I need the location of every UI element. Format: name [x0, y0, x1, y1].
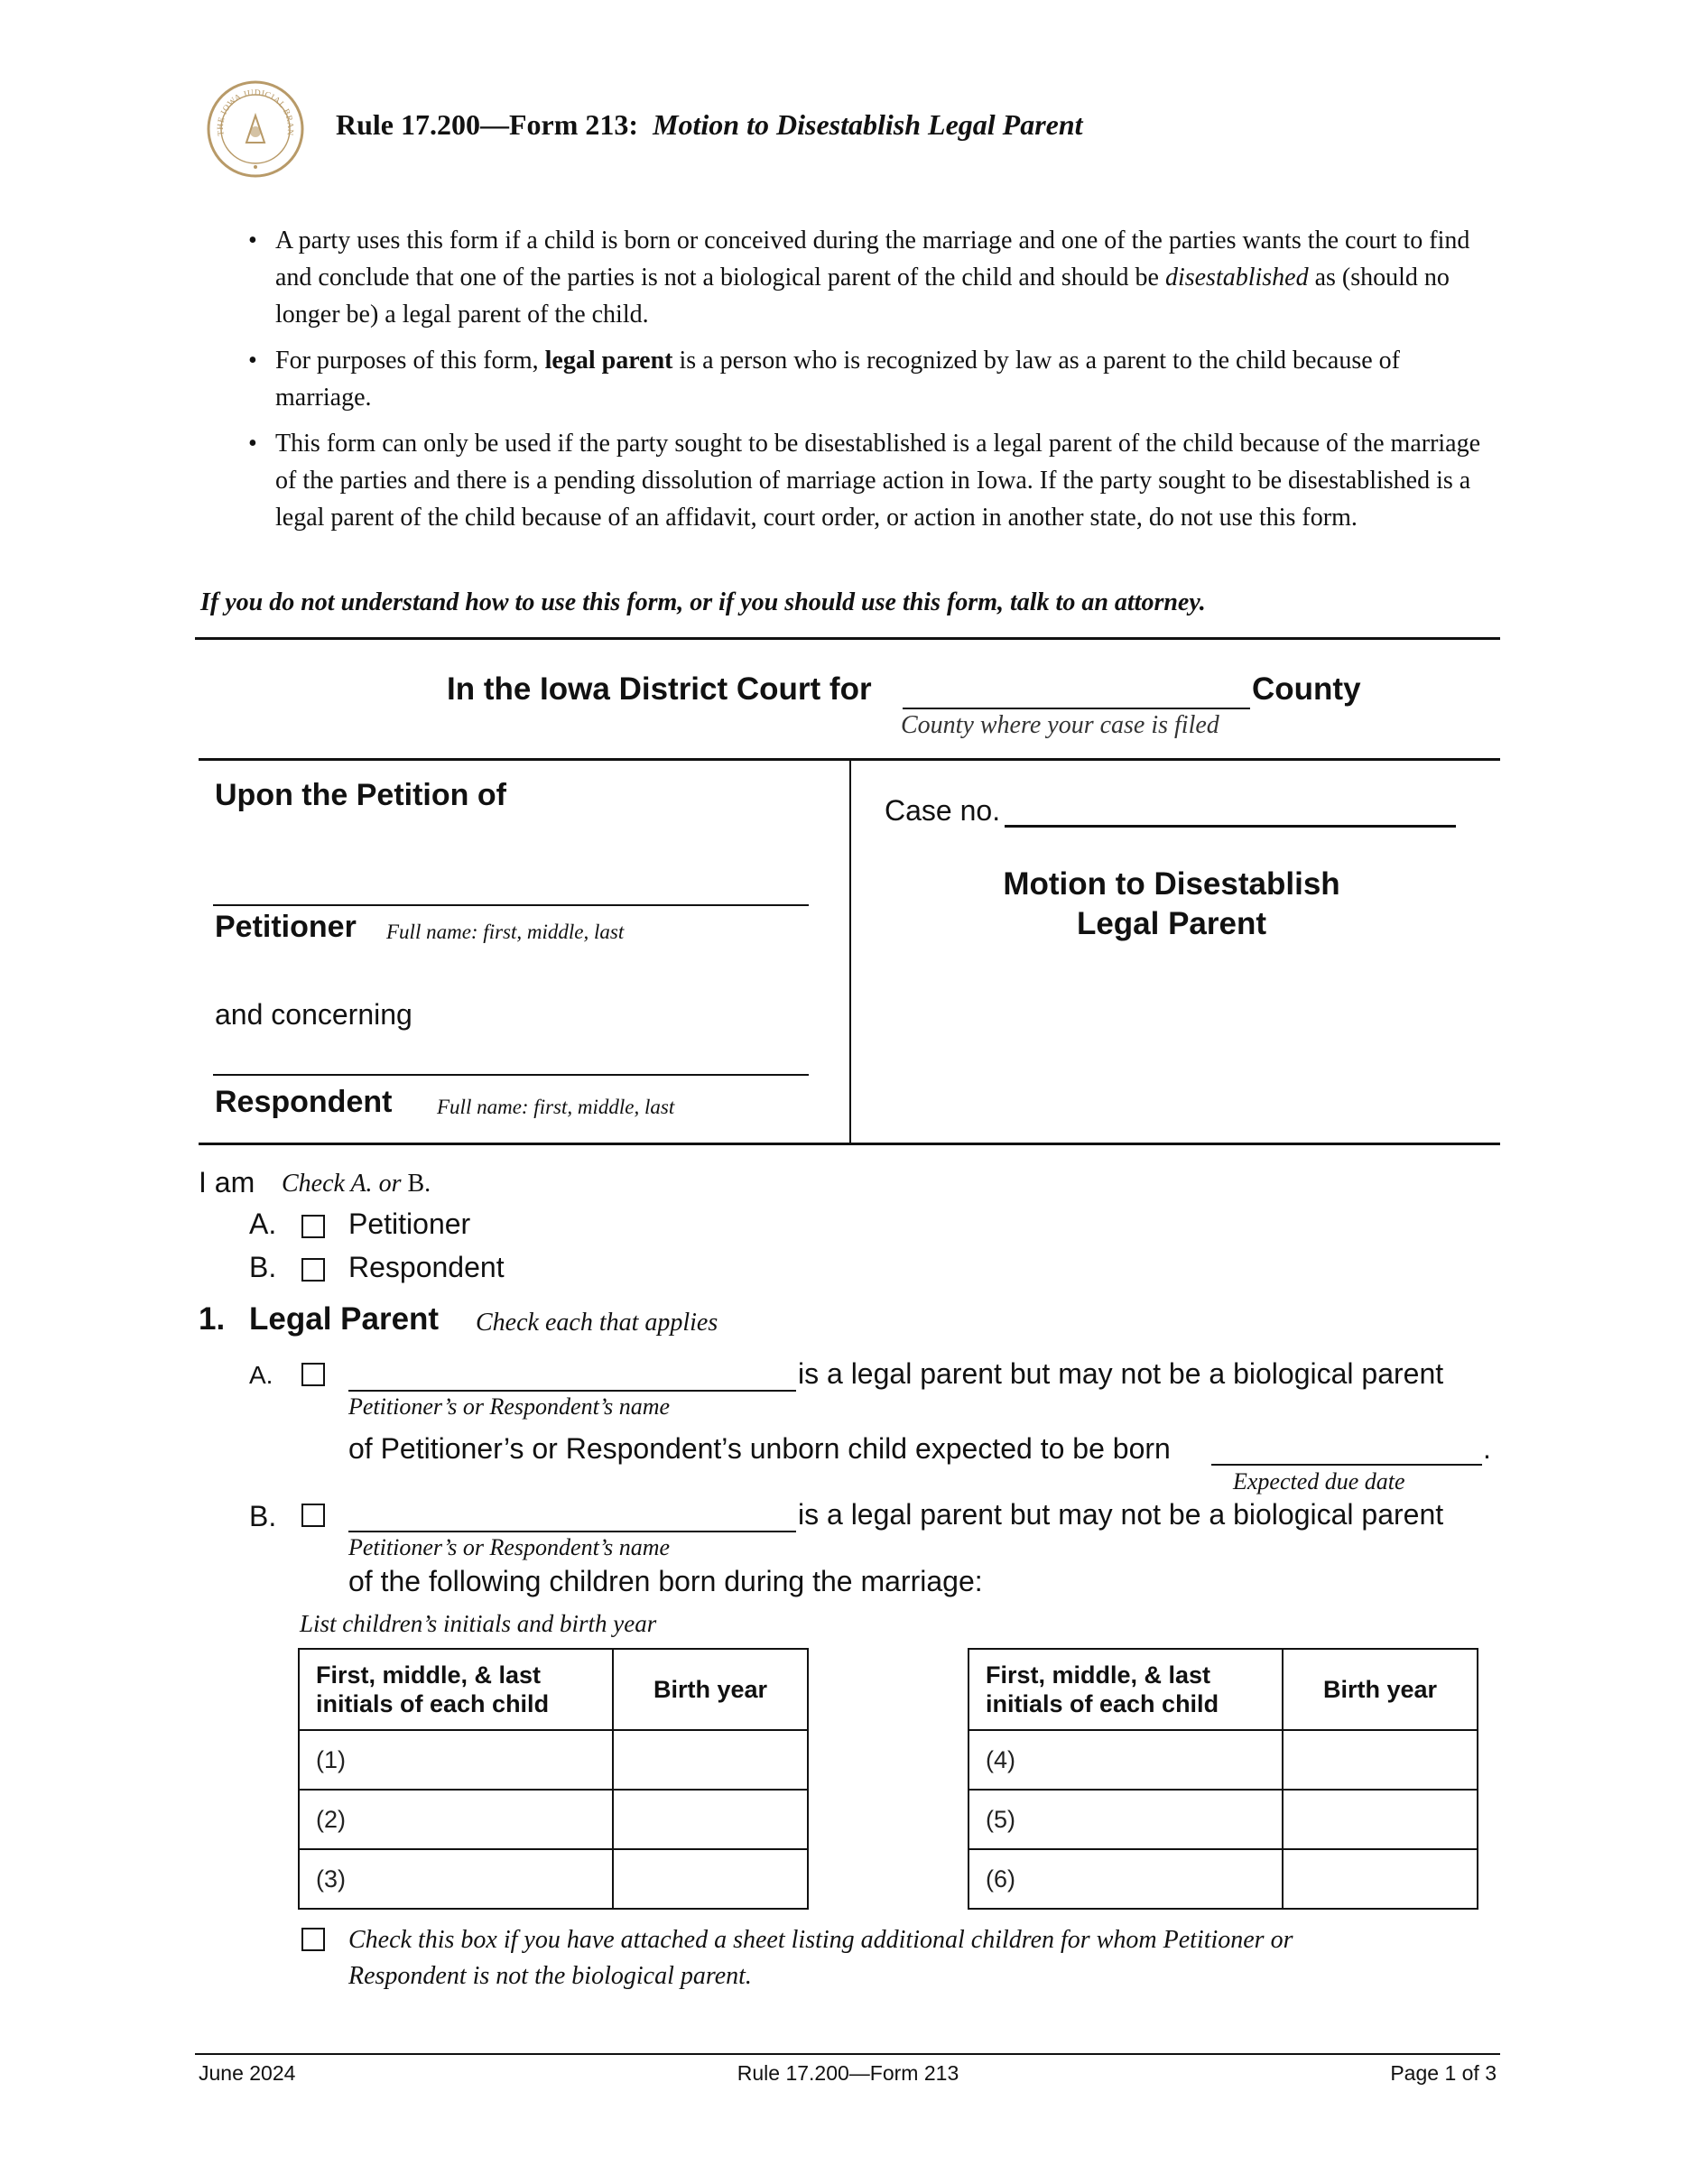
- respondent-hint: Full name: first, middle, last: [437, 1096, 675, 1118]
- children-list-hint: List children’s initials and birth year: [300, 1610, 657, 1637]
- petitioner-checkbox[interactable]: [301, 1215, 325, 1238]
- initials-cell[interactable]: (2): [299, 1790, 613, 1849]
- item-b-letter: B.: [249, 1500, 277, 1532]
- birth-year-cell[interactable]: [613, 1790, 808, 1849]
- initials-cell[interactable]: (5): [968, 1790, 1283, 1849]
- table-row: [968, 1730, 1478, 1790]
- additional-children-checkbox[interactable]: [301, 1928, 325, 1951]
- county-hint: County where your case is filed: [901, 711, 1219, 739]
- item-a-name-hint: Petitioner’s or Respondent’s name: [348, 1393, 671, 1420]
- item-b-line2: of the following children born during the marriage:: [348, 1565, 983, 1597]
- item-a-name-field[interactable]: [348, 1390, 796, 1392]
- option-a-letter: A.: [249, 1208, 277, 1240]
- item-b-text: is a legal parent but may not be a biological parent: [798, 1498, 1444, 1531]
- county-field[interactable]: [903, 708, 1250, 709]
- case-no-field[interactable]: [1005, 825, 1456, 828]
- table-row: [968, 1849, 1478, 1909]
- footer-rule-label: Rule 17.200—Form 213: [737, 2061, 959, 2085]
- upon-petition-label: Upon the Petition of: [215, 778, 506, 812]
- item-b-name-field[interactable]: [348, 1531, 796, 1532]
- document-title: Motion to Disestablish Legal Parent: [1003, 866, 1340, 941]
- footer-date: June 2024: [199, 2061, 296, 2085]
- footer-rule: [195, 2053, 1500, 2055]
- attorney-note: If you do not understand how to use this form, or if you should use this form, talk to an attorney.: [200, 588, 1206, 616]
- item-a-line2: of Petitioner’s or Respondent’s unborn child expected to be born: [348, 1432, 1171, 1465]
- petitioner-name-field[interactable]: [213, 904, 809, 906]
- case-no-label: Case no.: [885, 794, 1001, 827]
- divider: [195, 637, 1500, 640]
- birth-year-cell[interactable]: [1283, 1790, 1478, 1849]
- petitioner-label: Petitioner: [215, 910, 357, 944]
- initials-cell[interactable]: (4): [968, 1730, 1283, 1790]
- due-date-field[interactable]: [1211, 1464, 1482, 1466]
- initials-cell[interactable]: (3): [299, 1849, 613, 1909]
- birth-year-column-header: Birth year: [613, 1649, 808, 1730]
- table-row: [968, 1790, 1478, 1849]
- petitioner-hint: Full name: first, middle, last: [386, 921, 625, 943]
- children-table-right: [968, 1648, 1478, 1910]
- item-b-checkbox[interactable]: [301, 1504, 325, 1527]
- initials-column-header: First, middle, & last initials of each child: [968, 1649, 1283, 1730]
- petitioner-option-label: Petitioner: [348, 1208, 471, 1240]
- iowa-judicial-branch-seal: [206, 79, 305, 179]
- section-1-number: 1.: [199, 1301, 226, 1337]
- birth-year-column-header: Birth year: [1283, 1649, 1478, 1730]
- initials-cell[interactable]: (1): [299, 1730, 613, 1790]
- table-row: [299, 1849, 808, 1909]
- caption-bottom-rule: [199, 1143, 1500, 1145]
- section-1-hint: Check each that applies: [476, 1309, 718, 1337]
- birth-year-cell[interactable]: [613, 1730, 808, 1790]
- initials-cell[interactable]: (6): [968, 1849, 1283, 1909]
- item-b-name-hint: Petitioner’s or Respondent’s name: [348, 1534, 671, 1560]
- court-heading: In the Iowa District Court for: [447, 671, 872, 707]
- instruction-bullet: • This form can only be used if the party sought to be disestablished is a legal parent of the child because of the marriage of the parties and there is a pending dissolution of marriage action in Iowa. If the party sought to be disestablished is a legal parent of the child because of an affidavit, court order, or action in another state, do not use this form.: [248, 430, 1481, 532]
- caption-divider: [849, 758, 851, 1144]
- section-1-title: Legal Parent: [249, 1301, 440, 1337]
- table-row: [299, 1730, 808, 1790]
- rule-label: Rule 17.200—Form 213:: [336, 108, 639, 141]
- i-am-hint: Check A. or B.: [282, 1170, 431, 1198]
- respondent-label: Respondent: [215, 1085, 393, 1119]
- additional-children-note: Check this box if you have attached a sheet listing additional children for whom Petitioner or Respondent is not the biological parent.: [348, 1926, 1293, 1990]
- respondent-option-label: Respondent: [348, 1251, 505, 1283]
- item-a-period: .: [1483, 1432, 1491, 1465]
- footer-page-number: Page 1 of 3: [1390, 2061, 1497, 2085]
- birth-year-cell[interactable]: [1283, 1849, 1478, 1909]
- form-header: [336, 108, 1083, 142]
- item-a-checkbox[interactable]: [301, 1363, 325, 1386]
- i-am-label: I am: [199, 1166, 255, 1198]
- svg-text:THE IOWA JUDICIAL BRANCH: THE IOWA JUDICIAL BRAN: [216, 88, 295, 137]
- county-label: County: [1252, 671, 1361, 707]
- table-row: [299, 1790, 808, 1849]
- instruction-bullet: • For purposes of this form, legal parent is a person who is recognized by law as a parent to the child because of marriage.: [248, 347, 1400, 412]
- form-title: Motion to Disestablish Legal Parent: [653, 108, 1083, 141]
- item-a-letter: A.: [249, 1361, 273, 1389]
- birth-year-cell[interactable]: [613, 1849, 808, 1909]
- instruction-bullet: • A party uses this form if a child is born or conceived during the marriage and one of the parties wants the court to find and conclude that one of the parties is not a biological parent of the child and should be disestablished as (should no longer be) a legal parent of the child.: [248, 227, 1470, 329]
- respondent-name-field[interactable]: [213, 1074, 809, 1076]
- and-concerning-label: and concerning: [215, 998, 412, 1031]
- item-a-text: is a legal parent but may not be a biological parent: [798, 1357, 1444, 1390]
- initials-column-header: First, middle, & last initials of each child: [299, 1649, 613, 1730]
- option-b-letter: B.: [249, 1251, 277, 1283]
- due-date-hint: Expected due date: [1233, 1468, 1405, 1495]
- respondent-checkbox[interactable]: [301, 1258, 325, 1282]
- children-table-left: [298, 1648, 809, 1910]
- instructions-list: [248, 222, 1489, 545]
- birth-year-cell[interactable]: [1283, 1730, 1478, 1790]
